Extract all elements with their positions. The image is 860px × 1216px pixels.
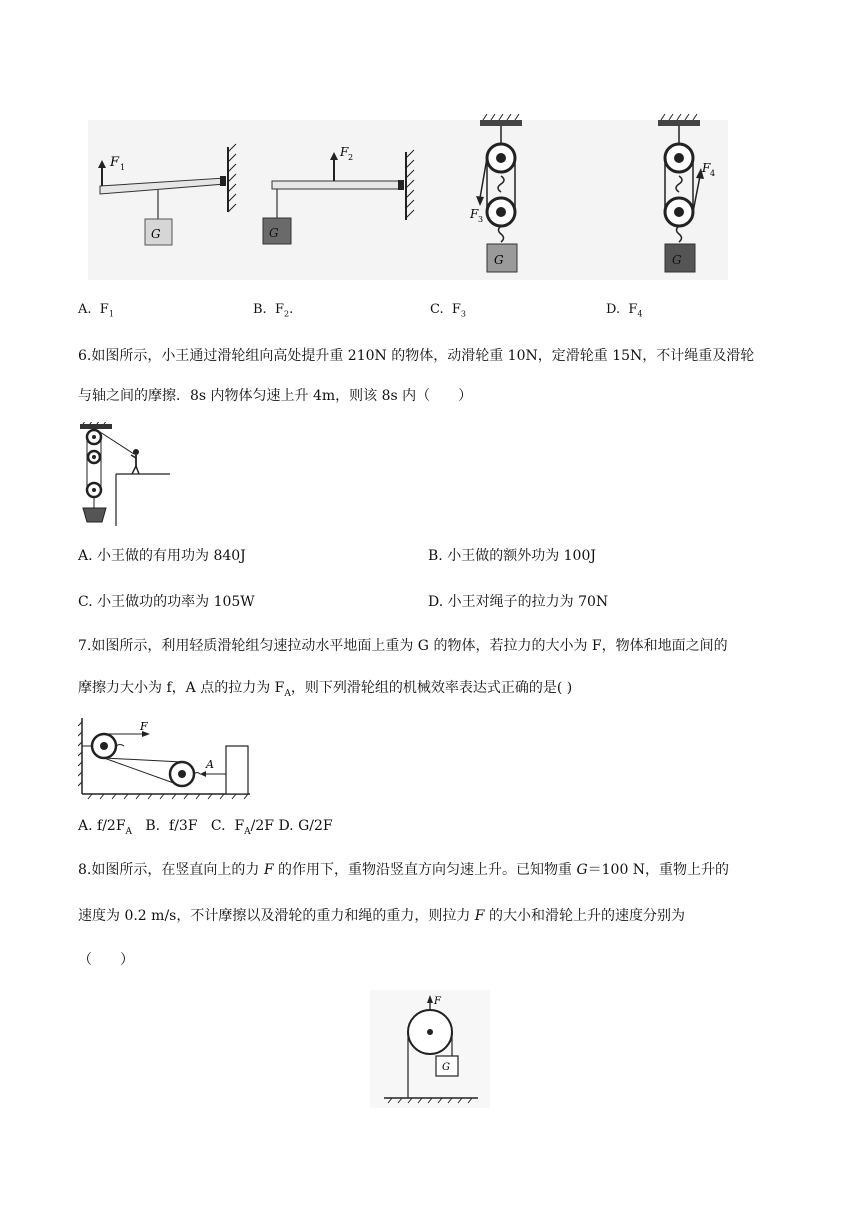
q7-stem-line2: 摩擦力大小为 f，A 点的拉力为 $F_A$，则下列滑轮组的机械效率表达式正确的是( ) (78, 680, 573, 699)
q6-option-a[interactable]: A. 小王做的有用功为 840J (78, 548, 246, 564)
svg-text:G: G (269, 226, 279, 240)
svg-text:F: F (470, 207, 479, 221)
svg-text:G: G (672, 253, 682, 267)
q7-figure (78, 716, 258, 800)
svg-text:2: 2 (348, 153, 354, 162)
q5-figures-svg (88, 112, 728, 282)
q8-stem-line2: 速度为 0.2 m/s，不计摩擦以及滑轮的重力和绳的重力，则拉力 F 的大小和滑轮上升的速度分别为 (78, 908, 685, 924)
q6-figure (78, 422, 178, 528)
svg-text:G: G (151, 227, 161, 241)
svg-text:F: F (140, 720, 148, 733)
svg-text:G: G (442, 1062, 450, 1073)
q5-option-d[interactable]: D. $F_4$ (606, 302, 643, 319)
q6-stem-line1: 6.如图所示，小王通过滑轮组向高处提升重 210N 的物体，动滑轮重 10N，定滑轮重 15N，不计绳重及滑轮 (78, 348, 755, 364)
q8-figure (370, 990, 490, 1108)
svg-text:3: 3 (478, 215, 484, 224)
svg-text:4: 4 (710, 169, 716, 178)
q6-stem-line2: 与轴之间的摩擦．8s 内物体匀速上升 4m，则该 8s 内（ ） (78, 388, 473, 404)
q8-stem-line3: （ ） (78, 952, 134, 968)
svg-text:A: A (206, 758, 214, 771)
svg-text:1: 1 (120, 163, 126, 172)
svg-text:G: G (494, 253, 504, 267)
q8-stem-line1: 8.如图所示，在竖直向上的力 F 的作用下，重物沿竖直方向匀速上升。已知物重 G＝100 N，重物上升的 (78, 862, 730, 878)
q7-pulley-svg (78, 716, 258, 800)
q5-option-a[interactable]: A. $F_1$ (78, 302, 114, 319)
q7-options[interactable]: A. $f/2F_A$ B. f/3F C. $F_A/2F$ D. G/2F (78, 818, 333, 837)
q6-pulley-svg (78, 422, 178, 528)
q6-option-b[interactable]: B. 小王做的额外功为 100J (428, 548, 596, 564)
q7-stem-line1: 7.如图所示，利用轻质滑轮组匀速拉动水平地面上重为 G 的物体，若拉力的大小为 F，物体和地面之间的 (78, 638, 728, 654)
svg-text:F: F (702, 161, 711, 175)
q8-pulley-svg (370, 990, 490, 1108)
svg-text:F: F (340, 145, 349, 159)
svg-text:F: F (434, 996, 441, 1007)
q6-option-d[interactable]: D. 小王对绳子的拉力为 70N (428, 594, 609, 610)
q6-option-c[interactable]: C. 小王做功的功率为 105W (78, 594, 255, 610)
q5-figure-strip (88, 112, 728, 282)
q5-option-c[interactable]: C. $F_3$ (430, 302, 467, 319)
q5-option-b[interactable]: B. $F_2$. (253, 302, 294, 319)
label-f1: F (110, 155, 120, 170)
